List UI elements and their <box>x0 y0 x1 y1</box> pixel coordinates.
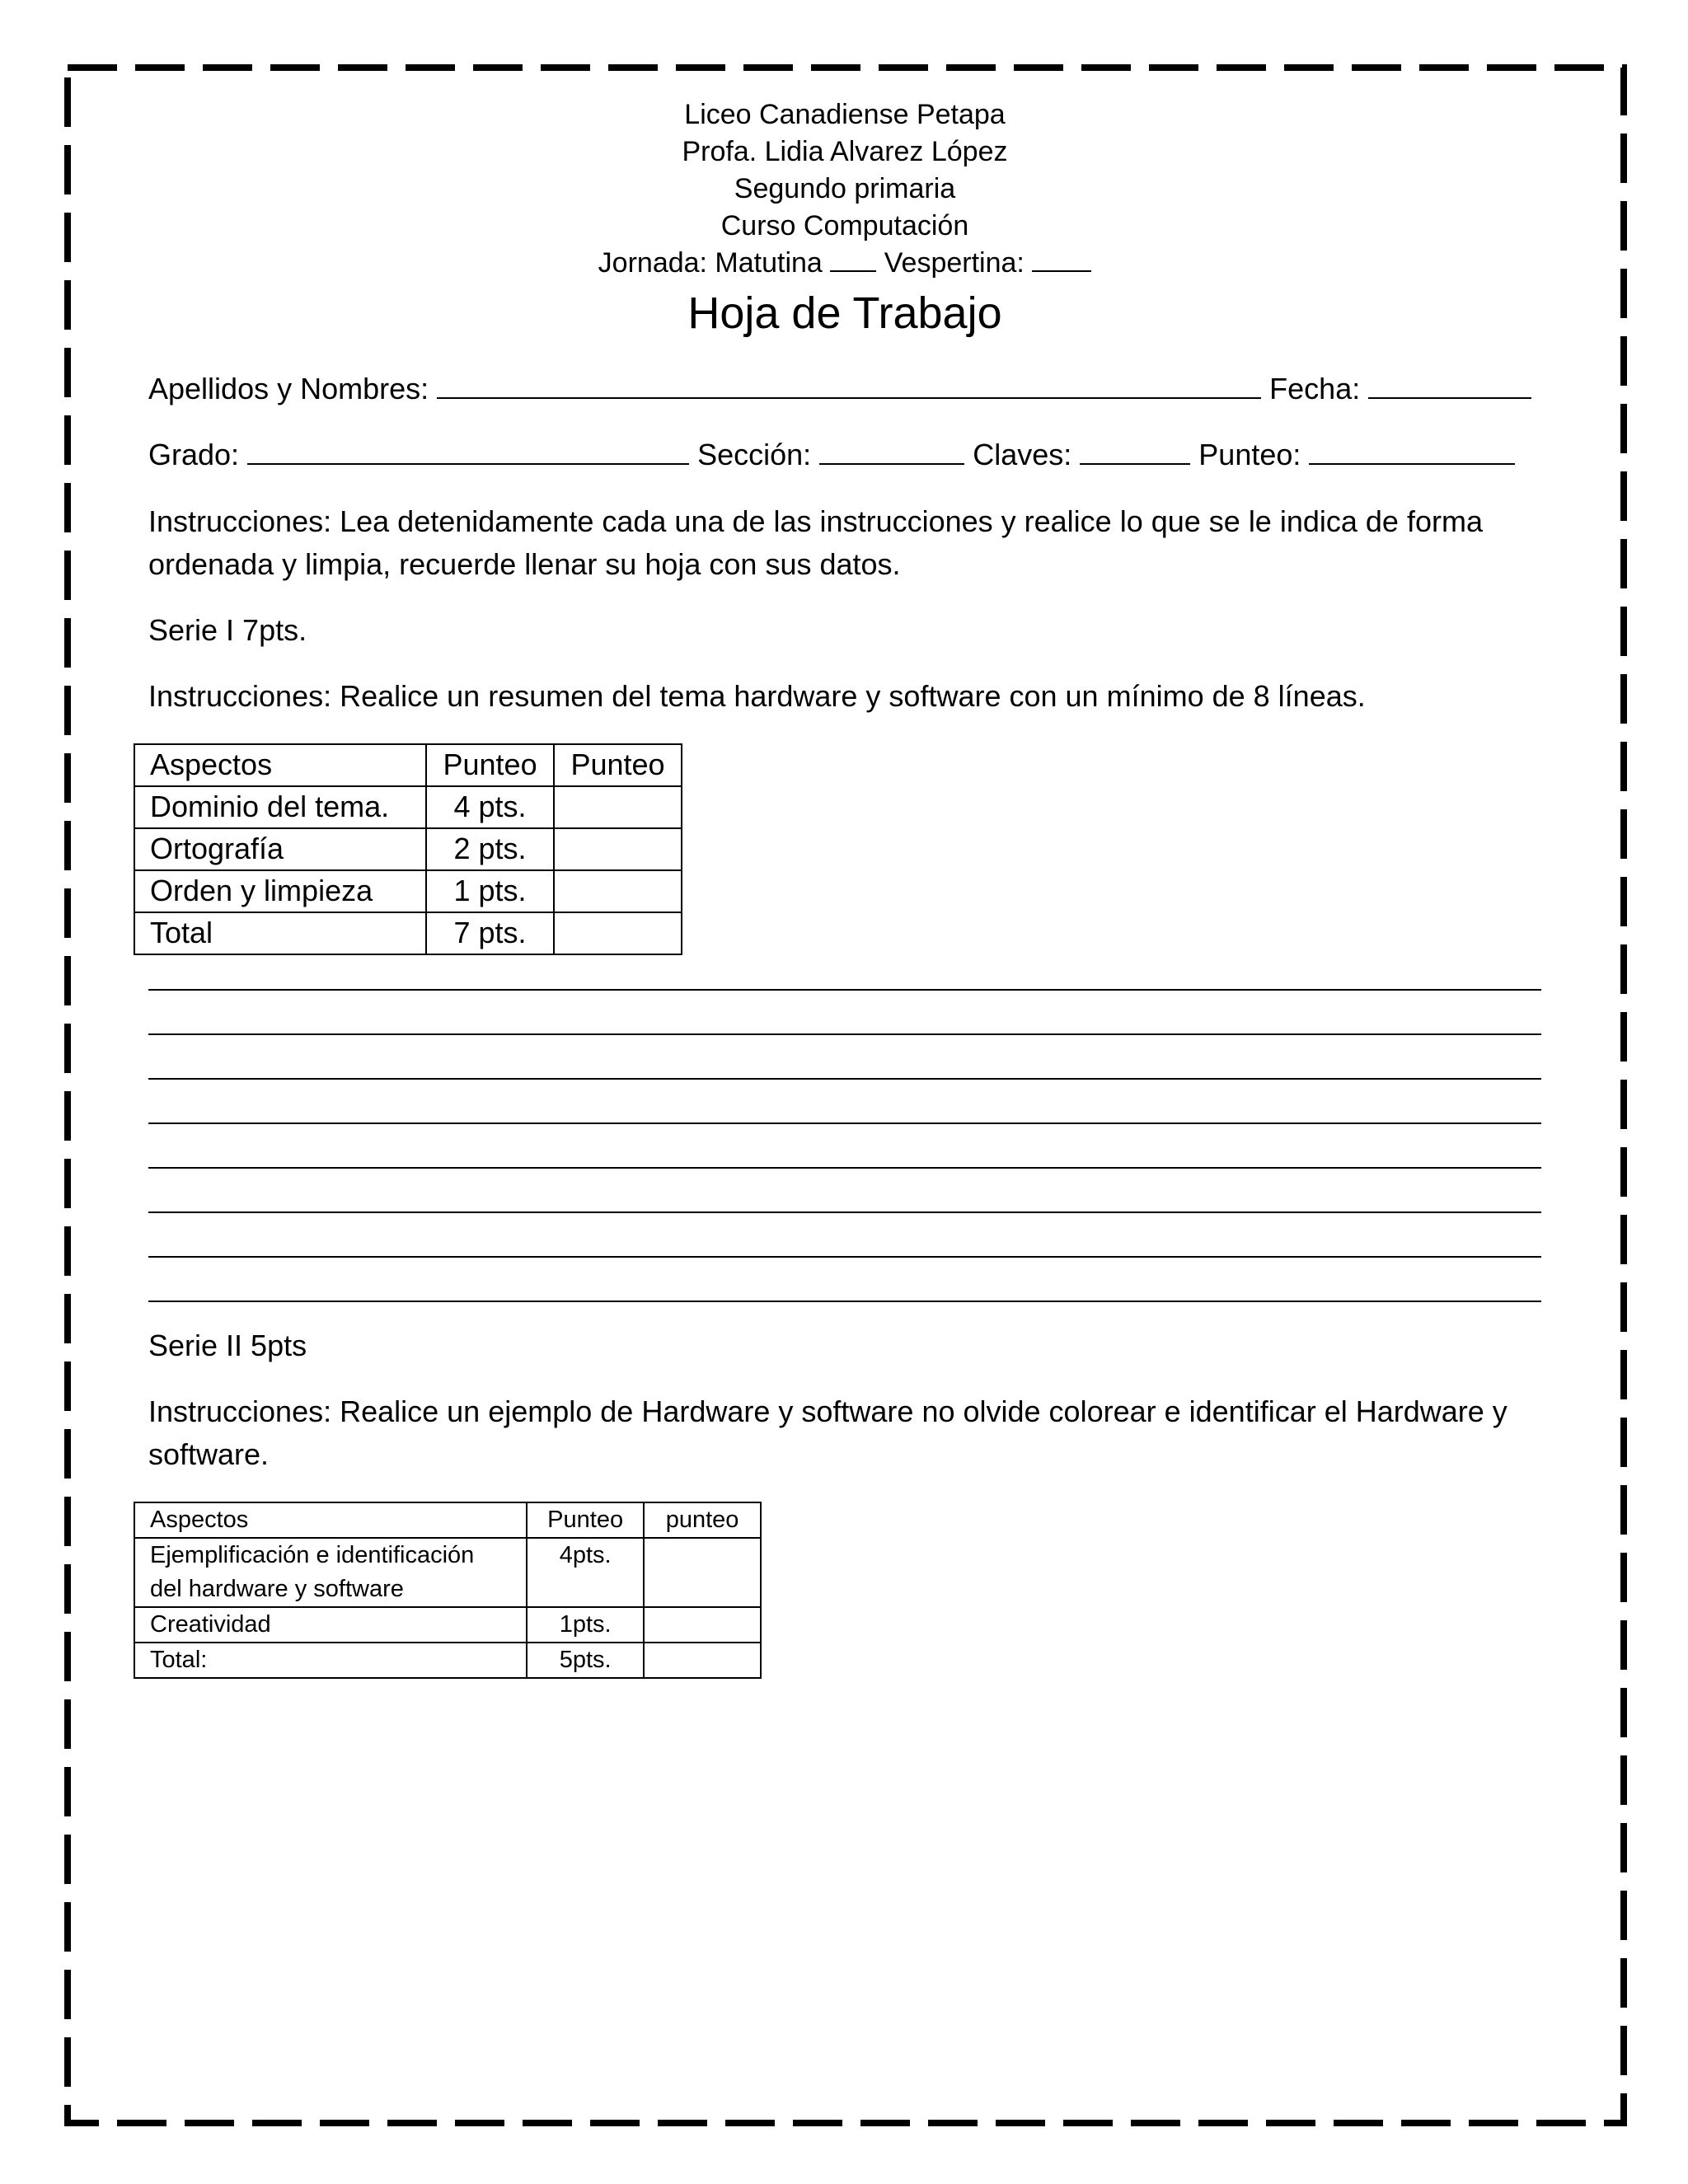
names-blank[interactable] <box>437 369 1261 399</box>
score-cell[interactable] <box>644 1643 761 1678</box>
date-label: Fecha: <box>1269 372 1361 405</box>
shift-evening-blank[interactable] <box>1032 247 1091 272</box>
table-header-cell: punteo <box>644 1502 761 1538</box>
table-header-cell: Punteo <box>554 744 682 786</box>
series2-instructions: Instrucciones: Realice un ejemplo de Hardware y software no olvide colorear e identificar el Hardware y software. <box>148 1394 1507 1471</box>
date-blank[interactable] <box>1368 369 1531 399</box>
score-cell[interactable] <box>644 1538 761 1607</box>
table-cell: 4pts. <box>527 1538 644 1607</box>
writing-line[interactable] <box>148 1167 1541 1169</box>
section-label: Sección: <box>697 438 812 471</box>
table-header-row <box>134 1502 761 1538</box>
shift-evening-label: Vespertina: <box>884 247 1025 279</box>
section-blank[interactable] <box>819 435 964 465</box>
writing-line[interactable] <box>148 1122 1541 1124</box>
table-header-cell: Punteo <box>426 744 554 786</box>
score-cell[interactable] <box>554 828 682 870</box>
names-row <box>148 368 1531 410</box>
table-cell: Dominio del tema. <box>134 786 426 828</box>
table-cell: Ejemplificación e identificación del hardware y software <box>134 1538 527 1607</box>
table-row <box>134 1538 761 1607</box>
table-row <box>134 870 682 912</box>
table-row <box>134 1607 761 1643</box>
shift-line <box>148 245 1541 282</box>
table-cell: Total <box>134 912 426 954</box>
writing-line[interactable] <box>148 1256 1541 1258</box>
grade-blank[interactable] <box>247 435 689 465</box>
table-cell: 1 pts. <box>426 870 554 912</box>
score-cell[interactable] <box>554 870 682 912</box>
score-label: Punteo: <box>1198 438 1301 471</box>
series2-heading: Serie II 5pts <box>148 1329 307 1362</box>
keys-label: Claves: <box>973 438 1072 471</box>
writing-line[interactable] <box>148 1078 1541 1080</box>
score-cell[interactable] <box>644 1607 761 1643</box>
teacher-name: Profa. Lidia Alvarez López <box>682 136 1008 167</box>
table-cell: 7 pts. <box>426 912 554 954</box>
grade-name: Segundo primaria <box>734 173 956 204</box>
table-header-row <box>134 744 682 786</box>
school-name: Liceo Canadiense Petapa <box>684 99 1006 130</box>
table-header-cell: Aspectos <box>134 1502 527 1538</box>
series1-instructions: Instrucciones: Realice un resumen del tema hardware y software con un mínimo de 8 líneas. <box>148 679 1366 713</box>
page-title: Hoja de Trabajo <box>687 288 1002 338</box>
writing-line[interactable] <box>148 1212 1541 1213</box>
series1-rubric-table <box>134 743 682 955</box>
writing-line[interactable] <box>148 989 1541 991</box>
table-cell: 2 pts. <box>426 828 554 870</box>
table-header-cell: Aspectos <box>134 744 426 786</box>
general-instructions: Instrucciones: Lea detenidamente cada una de las instrucciones y realice lo que se le indica de forma ordenada y limpia, recuerde llenar su hoja con sus datos. <box>148 504 1483 581</box>
names-label: Apellidos y Nombres: <box>148 372 429 405</box>
table-cell: 5pts. <box>527 1643 644 1678</box>
table-cell: 4 pts. <box>426 786 554 828</box>
score-cell[interactable] <box>554 786 682 828</box>
series1-heading: Serie I 7pts. <box>148 613 307 647</box>
grade-row <box>148 434 1515 476</box>
table-header-cell: Punteo <box>527 1502 644 1538</box>
writing-line[interactable] <box>148 1301 1541 1302</box>
table-cell: Total: <box>134 1643 527 1678</box>
writing-line[interactable] <box>148 1033 1541 1035</box>
keys-blank[interactable] <box>1080 435 1190 465</box>
shift-morning-label: Jornada: Matutina <box>598 247 823 279</box>
score-blank[interactable] <box>1309 435 1515 465</box>
table-cell: 1pts. <box>527 1607 644 1643</box>
score-cell[interactable] <box>554 912 682 954</box>
shift-morning-blank[interactable] <box>830 247 876 272</box>
table-row <box>134 828 682 870</box>
series2-rubric-table <box>134 1502 762 1679</box>
grade-label: Grado: <box>148 438 240 471</box>
table-row <box>134 912 682 954</box>
table-row <box>134 1643 761 1678</box>
course-name: Curso Computación <box>720 210 969 241</box>
table-cell: Creatividad <box>134 1607 527 1643</box>
table-cell: Orden y limpieza <box>134 870 426 912</box>
table-row <box>134 786 682 828</box>
table-cell: Ortografía <box>134 828 426 870</box>
